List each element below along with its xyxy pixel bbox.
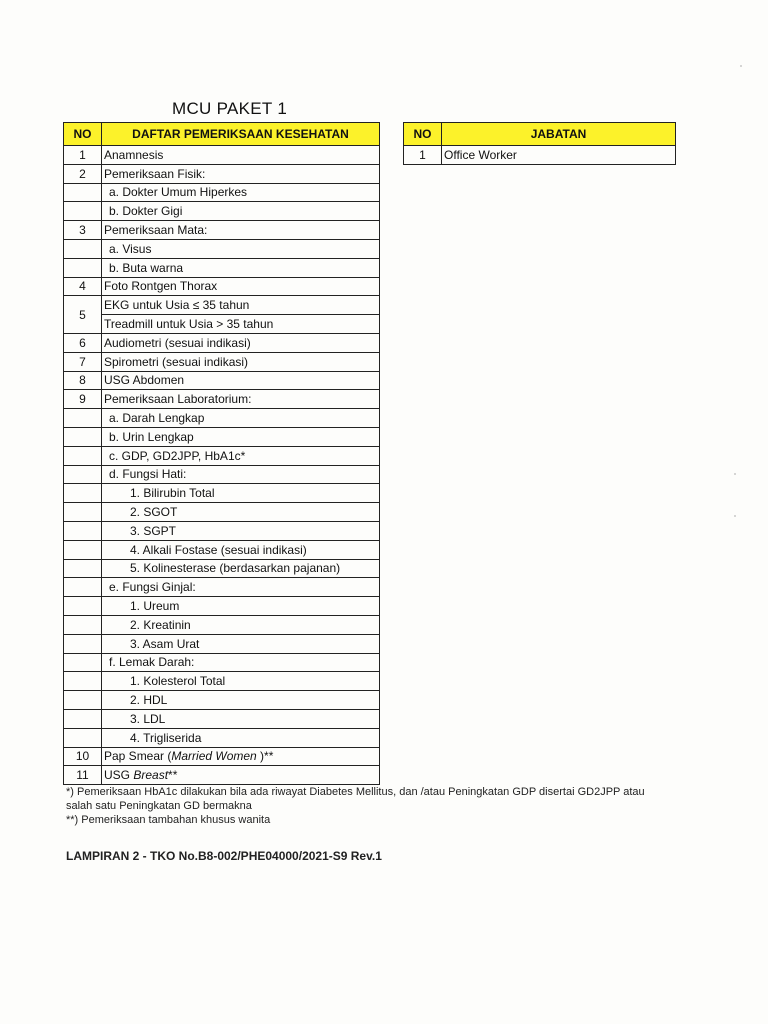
table-row [64,503,380,522]
row-text-italic: Married Women [171,749,257,764]
table-row [64,315,380,334]
footnotes [66,785,666,827]
row-examination [102,333,380,352]
row-examination [102,352,380,371]
document-title: MCU PAKET 1 [172,99,288,118]
row-text-italic: Breast [133,768,169,783]
row-examination [102,427,380,446]
row-text: f. Lemak Darah: [109,655,195,670]
table-row [64,296,380,315]
row-number [64,427,102,446]
row-text: Pap Smear ( [104,749,172,764]
row-number: 4 [64,277,102,296]
row-number: 2 [64,164,102,183]
row-text: 2. HDL [130,693,168,707]
row-text: Pemeriksaan Mata: [104,223,208,238]
table-row [64,597,380,616]
row-number: 10 [64,747,102,766]
row-text: b. Dokter Gigi [109,204,183,219]
table-row [64,578,380,597]
row-number: 5 [64,296,102,334]
row-examination [102,672,380,691]
row-text: 1. Bilirubin Total [130,486,215,501]
row-number: 9 [64,390,102,409]
table-row [64,202,380,221]
row-number [64,446,102,465]
row-text: 2. SGOT [130,505,178,520]
table-row [64,352,380,371]
row-text: Treadmill untuk Usia > 35 tahun [104,317,274,332]
row-examination [102,597,380,616]
row-examination [102,653,380,672]
row-text: a. Dokter Umum Hiperkes [109,185,248,200]
row-text: USG Abdomen [104,373,185,388]
row-text: Pemeriksaan Laboratorium: [104,392,252,407]
row-text: 3. LDL [130,711,166,726]
table-row [64,484,380,503]
table-row [64,709,380,728]
row-examination [102,446,380,465]
row-text: 4. Trigliserida [130,730,202,745]
row-number [64,672,102,691]
row-examination [102,521,380,540]
table-row [64,465,380,484]
row-examination [102,691,380,710]
row-number [64,559,102,578]
row-number [64,258,102,277]
table-row [64,747,380,766]
job-row [404,146,676,165]
row-examination [102,540,380,559]
job-table-header [404,123,676,146]
table-row [64,653,380,672]
header-job-title: JABATAN [442,123,676,146]
header-no: NO [64,123,102,146]
row-examination [102,371,380,390]
row-examination [102,766,380,785]
row-examination [102,559,380,578]
table-row [64,146,380,165]
row-text: b. Urin Lengkap [109,429,194,444]
row-text: 3. SGPT [130,523,177,538]
scan-speck [734,515,736,517]
table-row [64,183,380,202]
row-text: d. Fungsi Hati: [109,467,187,482]
row-number: 1 [64,146,102,165]
row-examination [102,578,380,597]
table-row [64,540,380,559]
row-text-suffix: )** [256,749,274,764]
row-examination [102,164,380,183]
table-row [64,691,380,710]
row-number [64,728,102,747]
row-examination [102,409,380,428]
table-row [64,766,380,785]
row-number: 3 [64,221,102,240]
table-row [64,258,380,277]
row-text: Spirometri (sesuai indikasi) [104,354,249,369]
row-number [64,183,102,202]
table-row [64,371,380,390]
table-row [64,239,380,258]
row-text: Pemeriksaan Fisik: [104,166,206,181]
table-row [64,333,380,352]
row-text: b. Buta warna [109,260,184,275]
row-text: 4. Alkali Fostase (sesuai indikasi) [130,542,307,557]
row-examination [102,239,380,258]
row-examination [102,709,380,728]
row-number [64,615,102,634]
row-number [64,709,102,728]
row-examination [102,146,380,165]
row-examination [102,221,380,240]
table-row [64,672,380,691]
table-row [64,427,380,446]
row-examination [102,465,380,484]
row-number: 11 [64,766,102,785]
row-number [64,202,102,221]
row-examination [102,202,380,221]
row-number [64,578,102,597]
row-text: Foto Rontgen Thorax [104,279,218,294]
examination-table-header [64,123,380,146]
row-text: Audiometri (sesuai indikasi) [104,335,251,350]
row-examination [102,258,380,277]
table-row [64,221,380,240]
header-job-no: NO [404,123,442,146]
row-examination [102,277,380,296]
table-row [64,409,380,428]
row-text: e. Fungsi Ginjal: [109,580,196,595]
scan-speck [740,65,742,67]
attachment-reference: LAMPIRAN 2 - TKO No.B8-002/PHE04000/2021-S9 Rev.1 [66,849,382,863]
table-row [64,728,380,747]
row-text: a. Visus [109,241,152,256]
row-number [64,484,102,503]
row-examination [102,296,380,315]
row-number [64,540,102,559]
row-number [64,521,102,540]
row-number [64,691,102,710]
row-text: 1. Ureum [130,599,180,614]
row-number [64,239,102,258]
row-text: 5. Kolinesterase (berdasarkan pajanan) [130,561,341,576]
row-number [64,634,102,653]
row-examination [102,503,380,522]
row-examination [102,315,380,334]
row-text: USG [104,768,134,783]
row-examination [102,747,380,766]
row-text: 1. Kolesterol Total [130,674,226,689]
row-examination [102,390,380,409]
table-row [64,634,380,653]
row-text: a. Darah Lengkap [109,411,205,426]
row-number [64,597,102,616]
row-text-suffix: ** [168,768,178,783]
scan-speck [734,473,736,475]
row-number: 6 [64,333,102,352]
row-text: 2. Kreatinin [130,617,191,632]
job-table [403,122,676,165]
row-number [64,465,102,484]
table-row [64,164,380,183]
row-text: Anamnesis [104,147,164,162]
row-examination [102,615,380,634]
footnote-hba1c: *) Pemeriksaan HbA1c dilakukan bila ada riwayat Diabetes Mellitus, dan /atau Peningkatan GDP disertai GD2JPP atau salah satu Peningkatan GD bermakna [66,786,645,812]
table-row [64,559,380,578]
footnote-women: **) Pemeriksaan tambahan khusus wanita [66,814,271,826]
row-examination [102,634,380,653]
row-text: c. GDP, GD2JPP, HbA1c* [109,448,246,463]
table-row [64,277,380,296]
row-text: EKG untuk Usia ≤ 35 tahun [104,298,250,313]
row-examination [102,484,380,503]
job-row-no: 1 [404,146,442,165]
row-examination [102,183,380,202]
header-examination-list: DAFTAR PEMERIKSAAN KESEHATAN [102,123,380,146]
table-row [64,615,380,634]
row-number: 8 [64,371,102,390]
table-row [64,446,380,465]
job-row-title: Office Worker [442,146,676,165]
row-number [64,503,102,522]
table-row [64,390,380,409]
row-number [64,409,102,428]
examination-table-body [64,146,380,785]
examination-table [63,122,380,785]
row-examination [102,728,380,747]
row-number: 7 [64,352,102,371]
row-text: 3. Asam Urat [130,636,200,651]
table-row [64,521,380,540]
row-number [64,653,102,672]
